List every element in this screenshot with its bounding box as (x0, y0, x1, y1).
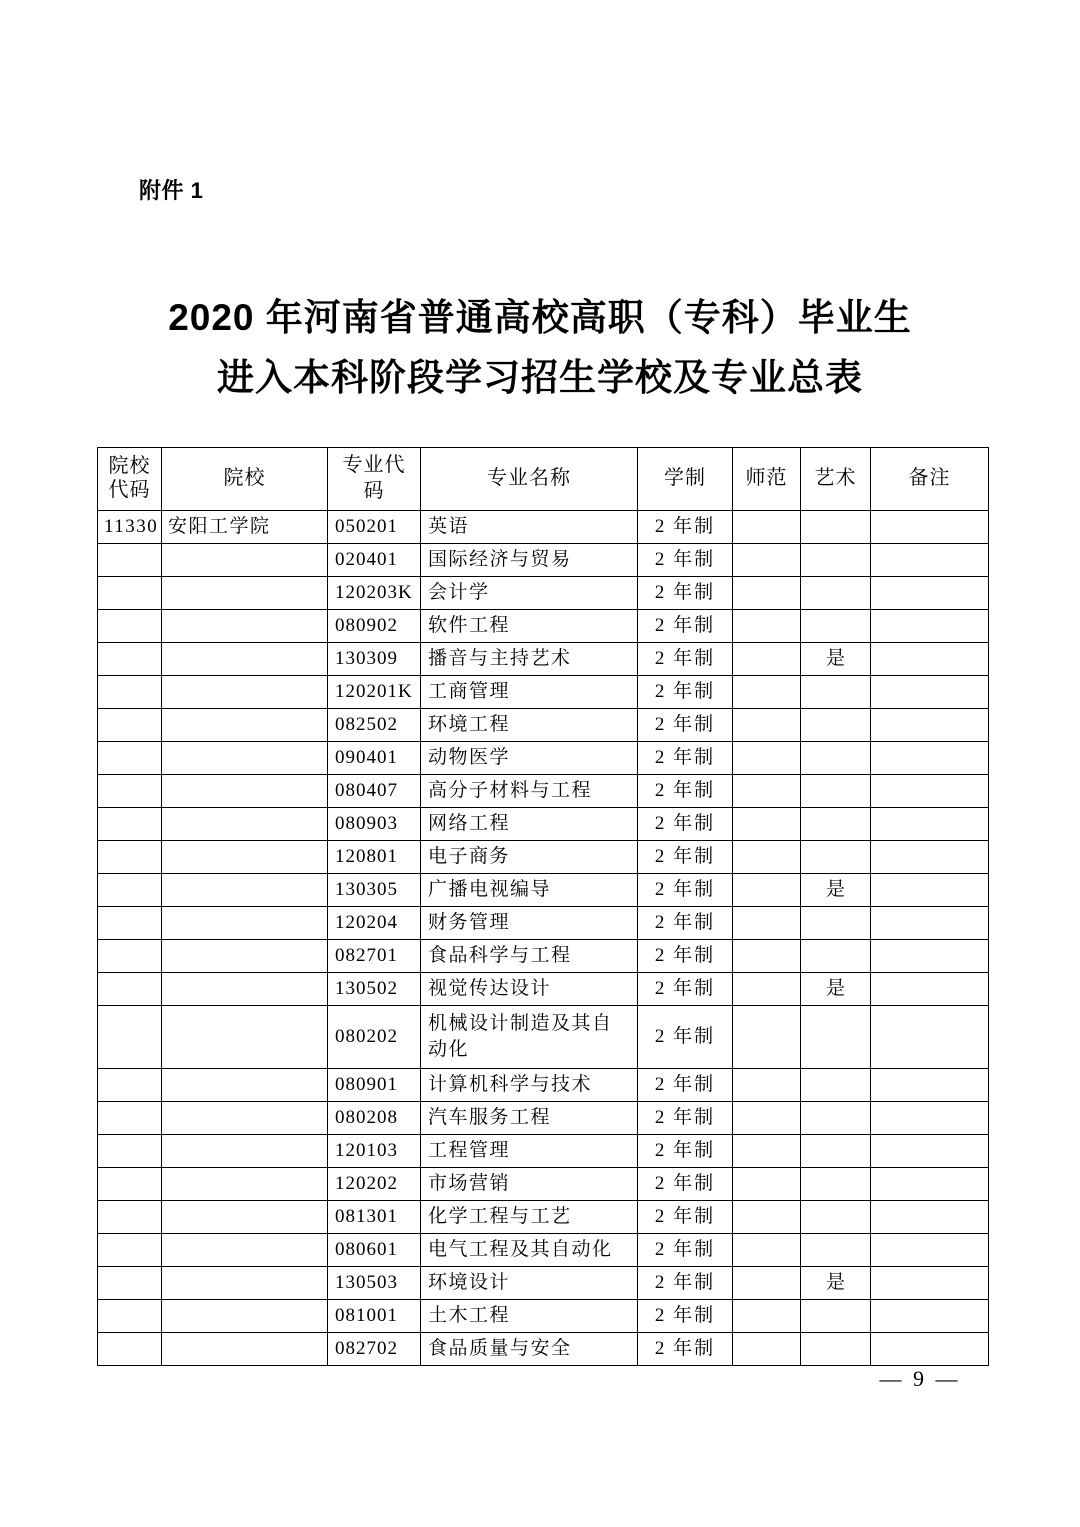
cell-years: 2 年制 (638, 577, 733, 610)
cell-remark (871, 1168, 989, 1201)
cell-major-name: 环境设计 (421, 1267, 638, 1300)
table-header (98, 448, 989, 511)
cell-school-code (98, 577, 162, 610)
cell-art-flag (801, 907, 871, 940)
table-row (98, 1069, 989, 1102)
cell-remark (871, 940, 989, 973)
cell-school-code (98, 1102, 162, 1135)
cell-remark (871, 676, 989, 709)
cell-major-name: 国际经济与贸易 (421, 544, 638, 577)
table-row (98, 676, 989, 709)
cell-school-code (98, 874, 162, 907)
column-header-school-code: 院校 代码 (98, 448, 162, 511)
cell-years: 2 年制 (638, 1069, 733, 1102)
cell-major-code: 120204 (328, 907, 421, 940)
cell-school-name (162, 709, 328, 742)
cell-normal-flag (733, 1102, 801, 1135)
cell-school-name (162, 874, 328, 907)
cell-normal-flag (733, 1234, 801, 1267)
cell-art-flag (801, 511, 871, 544)
cell-major-name: 环境工程 (421, 709, 638, 742)
cell-major-name: 计算机科学与技术 (421, 1069, 638, 1102)
cell-art-flag (801, 1069, 871, 1102)
cell-normal-flag (733, 1069, 801, 1102)
cell-school-name (162, 742, 328, 775)
cell-school-name (162, 577, 328, 610)
cell-major-name: 高分子材料与工程 (421, 775, 638, 808)
cell-remark (871, 1069, 989, 1102)
cell-normal-flag (733, 874, 801, 907)
cell-school-code (98, 808, 162, 841)
column-header-art: 艺术 (801, 448, 871, 511)
cell-normal-flag (733, 1201, 801, 1234)
cell-years: 2 年制 (638, 1168, 733, 1201)
cell-normal-flag (733, 610, 801, 643)
table-row (98, 511, 989, 544)
cell-art-flag (801, 1168, 871, 1201)
column-header-major-name: 专业名称 (421, 448, 638, 511)
page-footer (0, 1366, 1080, 1392)
cell-art-flag (801, 940, 871, 973)
cell-school-code (98, 973, 162, 1006)
cell-years: 2 年制 (638, 676, 733, 709)
cell-remark (871, 1201, 989, 1234)
cell-major-name: 食品科学与工程 (421, 940, 638, 973)
cell-school-code (98, 742, 162, 775)
cell-major-name: 市场营销 (421, 1168, 638, 1201)
cell-remark (871, 973, 989, 1006)
cell-school-name (162, 1234, 328, 1267)
cell-school-name (162, 973, 328, 1006)
cell-remark (871, 1267, 989, 1300)
cell-school-code (98, 610, 162, 643)
table-row (98, 610, 989, 643)
cell-school-name (162, 841, 328, 874)
table-row (98, 973, 989, 1006)
cell-major-code: 020401 (328, 544, 421, 577)
cell-years: 2 年制 (638, 709, 733, 742)
cell-years: 2 年制 (638, 1135, 733, 1168)
cell-major-code: 081301 (328, 1201, 421, 1234)
cell-school-code (98, 907, 162, 940)
cell-art-flag (801, 544, 871, 577)
cell-major-code: 090401 (328, 742, 421, 775)
table-row (98, 1300, 989, 1333)
cell-school-name (162, 1102, 328, 1135)
cell-major-name: 广播电视编导 (421, 874, 638, 907)
cell-school-code (98, 1267, 162, 1300)
cell-art-flag (801, 742, 871, 775)
cell-remark (871, 841, 989, 874)
cell-school-name (162, 1006, 328, 1069)
cell-art-flag (801, 610, 871, 643)
table-row (98, 808, 989, 841)
cell-normal-flag (733, 676, 801, 709)
cell-years: 2 年制 (638, 907, 733, 940)
cell-years: 2 年制 (638, 973, 733, 1006)
cell-remark (871, 1006, 989, 1069)
cell-major-code: 130502 (328, 973, 421, 1006)
cell-remark (871, 742, 989, 775)
cell-years: 2 年制 (638, 1006, 733, 1069)
table-row (98, 643, 989, 676)
cell-major-code: 130305 (328, 874, 421, 907)
cell-school-code (98, 1333, 162, 1366)
cell-normal-flag (733, 973, 801, 1006)
cell-major-name: 播音与主持艺术 (421, 643, 638, 676)
table-row (98, 1135, 989, 1168)
table-row (98, 907, 989, 940)
column-header-school: 院校 (162, 448, 328, 511)
column-header-years: 学制 (638, 448, 733, 511)
cell-major-name: 电子商务 (421, 841, 638, 874)
cell-school-name (162, 1069, 328, 1102)
cell-normal-flag (733, 907, 801, 940)
cell-major-code: 080202 (328, 1006, 421, 1069)
cell-normal-flag (733, 1300, 801, 1333)
cell-normal-flag (733, 1006, 801, 1069)
cell-major-name: 软件工程 (421, 610, 638, 643)
cell-school-name (162, 907, 328, 940)
cell-art-flag: 是 (801, 874, 871, 907)
cell-major-name: 土木工程 (421, 1300, 638, 1333)
table-row (98, 1333, 989, 1366)
cell-major-code: 080208 (328, 1102, 421, 1135)
cell-school-code (98, 1168, 162, 1201)
cell-remark (871, 907, 989, 940)
cell-school-code (98, 775, 162, 808)
cell-remark (871, 874, 989, 907)
cell-school-code (98, 841, 162, 874)
table-row (98, 544, 989, 577)
cell-art-flag (801, 709, 871, 742)
table-row (98, 577, 989, 610)
table-row (98, 1234, 989, 1267)
cell-major-code: 080901 (328, 1069, 421, 1102)
cell-major-code: 120201K (328, 676, 421, 709)
column-header-normal: 师范 (733, 448, 801, 511)
table-row (98, 940, 989, 973)
cell-remark (871, 544, 989, 577)
cell-major-code: 130503 (328, 1267, 421, 1300)
table-row (98, 775, 989, 808)
cell-major-name: 化学工程与工艺 (421, 1201, 638, 1234)
cell-major-name: 电气工程及其自动化 (421, 1234, 638, 1267)
cell-remark (871, 577, 989, 610)
cell-major-name: 工程管理 (421, 1135, 638, 1168)
table-row (98, 742, 989, 775)
cell-years: 2 年制 (638, 808, 733, 841)
cell-major-name: 网络工程 (421, 808, 638, 841)
table-row (98, 709, 989, 742)
cell-art-flag (801, 577, 871, 610)
cell-normal-flag (733, 1267, 801, 1300)
cell-major-code: 080601 (328, 1234, 421, 1267)
cell-school-code (98, 544, 162, 577)
table-header-row (98, 448, 989, 511)
table-row (98, 874, 989, 907)
cell-major-code: 082701 (328, 940, 421, 973)
cell-remark (871, 643, 989, 676)
table-row (98, 841, 989, 874)
cell-years: 2 年制 (638, 1234, 733, 1267)
cell-normal-flag (733, 577, 801, 610)
column-header-major-code: 专业代码 (328, 448, 421, 511)
cell-art-flag (801, 841, 871, 874)
cell-normal-flag (733, 808, 801, 841)
table-row (98, 1168, 989, 1201)
cell-years: 2 年制 (638, 1267, 733, 1300)
cell-school-name (162, 1300, 328, 1333)
cell-school-code (98, 643, 162, 676)
cell-major-code: 081001 (328, 1300, 421, 1333)
cell-years: 2 年制 (638, 544, 733, 577)
cell-years: 2 年制 (638, 775, 733, 808)
cell-normal-flag (733, 775, 801, 808)
table-row (98, 1267, 989, 1300)
cell-remark (871, 511, 989, 544)
table-body (98, 511, 989, 1366)
cell-years: 2 年制 (638, 511, 733, 544)
cell-years: 2 年制 (638, 1333, 733, 1366)
cell-major-name: 视觉传达设计 (421, 973, 638, 1006)
cell-school-code (98, 1006, 162, 1069)
cell-art-flag (801, 1102, 871, 1135)
cell-school-name (162, 643, 328, 676)
cell-school-code: 11330 (98, 511, 162, 544)
cell-school-code (98, 709, 162, 742)
cell-major-code: 082702 (328, 1333, 421, 1366)
cell-major-code: 120202 (328, 1168, 421, 1201)
table-row (98, 1201, 989, 1234)
cell-normal-flag (733, 841, 801, 874)
cell-art-flag (801, 1234, 871, 1267)
cell-remark (871, 1135, 989, 1168)
cell-years: 2 年制 (638, 610, 733, 643)
cell-school-name (162, 1267, 328, 1300)
cell-school-code (98, 940, 162, 973)
cell-years: 2 年制 (638, 1201, 733, 1234)
cell-art-flag (801, 1006, 871, 1069)
cell-normal-flag (733, 511, 801, 544)
cell-major-name: 动物医学 (421, 742, 638, 775)
cell-years: 2 年制 (638, 742, 733, 775)
cell-years: 2 年制 (638, 841, 733, 874)
cell-school-code (98, 1069, 162, 1102)
cell-normal-flag (733, 544, 801, 577)
cell-major-code: 082502 (328, 709, 421, 742)
cell-school-name: 安阳工学院 (162, 511, 328, 544)
cell-years: 2 年制 (638, 1102, 733, 1135)
cell-school-code (98, 1201, 162, 1234)
cell-school-name (162, 940, 328, 973)
majors-table-container (97, 447, 988, 1366)
table-row (98, 1006, 989, 1069)
cell-school-name (162, 1333, 328, 1366)
page-number: — 9 — (879, 1366, 961, 1391)
cell-normal-flag (733, 1168, 801, 1201)
cell-school-name (162, 676, 328, 709)
cell-school-name (162, 775, 328, 808)
attachment-label: 附件 1 (139, 178, 204, 203)
cell-remark (871, 1234, 989, 1267)
cell-major-name: 机械设计制造及其自动化 (421, 1006, 638, 1069)
cell-major-name: 食品质量与安全 (421, 1333, 638, 1366)
cell-school-code (98, 1300, 162, 1333)
cell-remark (871, 1300, 989, 1333)
cell-major-code: 120103 (328, 1135, 421, 1168)
cell-art-flag: 是 (801, 643, 871, 676)
cell-school-code (98, 1234, 162, 1267)
cell-major-name: 工商管理 (421, 676, 638, 709)
cell-major-code: 130309 (328, 643, 421, 676)
cell-major-code: 080903 (328, 808, 421, 841)
cell-remark (871, 709, 989, 742)
table-row (98, 1102, 989, 1135)
cell-art-flag: 是 (801, 1267, 871, 1300)
page-title-line-2: 进入本科阶段学习招生学校及专业总表 (217, 357, 863, 398)
cell-school-code (98, 1135, 162, 1168)
cell-school-code (98, 676, 162, 709)
cell-remark (871, 775, 989, 808)
page-title-line-1: 2020 年河南省普通高校高职（专科）毕业生 (168, 297, 912, 338)
cell-normal-flag (733, 1135, 801, 1168)
cell-remark (871, 808, 989, 841)
cell-school-name (162, 610, 328, 643)
cell-major-code: 120801 (328, 841, 421, 874)
column-header-remark: 备注 (871, 448, 989, 511)
cell-school-name (162, 1201, 328, 1234)
cell-major-name: 英语 (421, 511, 638, 544)
cell-remark (871, 1102, 989, 1135)
cell-years: 2 年制 (638, 643, 733, 676)
cell-art-flag (801, 1135, 871, 1168)
page-title (0, 288, 1080, 408)
cell-major-code: 080407 (328, 775, 421, 808)
cell-school-name (162, 1135, 328, 1168)
cell-art-flag (801, 1201, 871, 1234)
cell-major-name: 财务管理 (421, 907, 638, 940)
cell-major-code: 120203K (328, 577, 421, 610)
cell-art-flag: 是 (801, 973, 871, 1006)
cell-art-flag (801, 808, 871, 841)
cell-school-name (162, 1168, 328, 1201)
cell-art-flag (801, 676, 871, 709)
cell-remark (871, 610, 989, 643)
cell-art-flag (801, 1300, 871, 1333)
cell-normal-flag (733, 709, 801, 742)
cell-school-name (162, 808, 328, 841)
cell-remark (871, 1333, 989, 1366)
cell-normal-flag (733, 940, 801, 973)
cell-normal-flag (733, 742, 801, 775)
cell-major-name: 汽车服务工程 (421, 1102, 638, 1135)
cell-art-flag (801, 775, 871, 808)
cell-major-code: 050201 (328, 511, 421, 544)
cell-years: 2 年制 (638, 874, 733, 907)
cell-major-code: 080902 (328, 610, 421, 643)
majors-table (97, 447, 989, 1366)
cell-years: 2 年制 (638, 940, 733, 973)
cell-normal-flag (733, 1333, 801, 1366)
cell-major-name: 会计学 (421, 577, 638, 610)
cell-school-name (162, 544, 328, 577)
cell-normal-flag (733, 643, 801, 676)
cell-art-flag (801, 1333, 871, 1366)
cell-years: 2 年制 (638, 1300, 733, 1333)
